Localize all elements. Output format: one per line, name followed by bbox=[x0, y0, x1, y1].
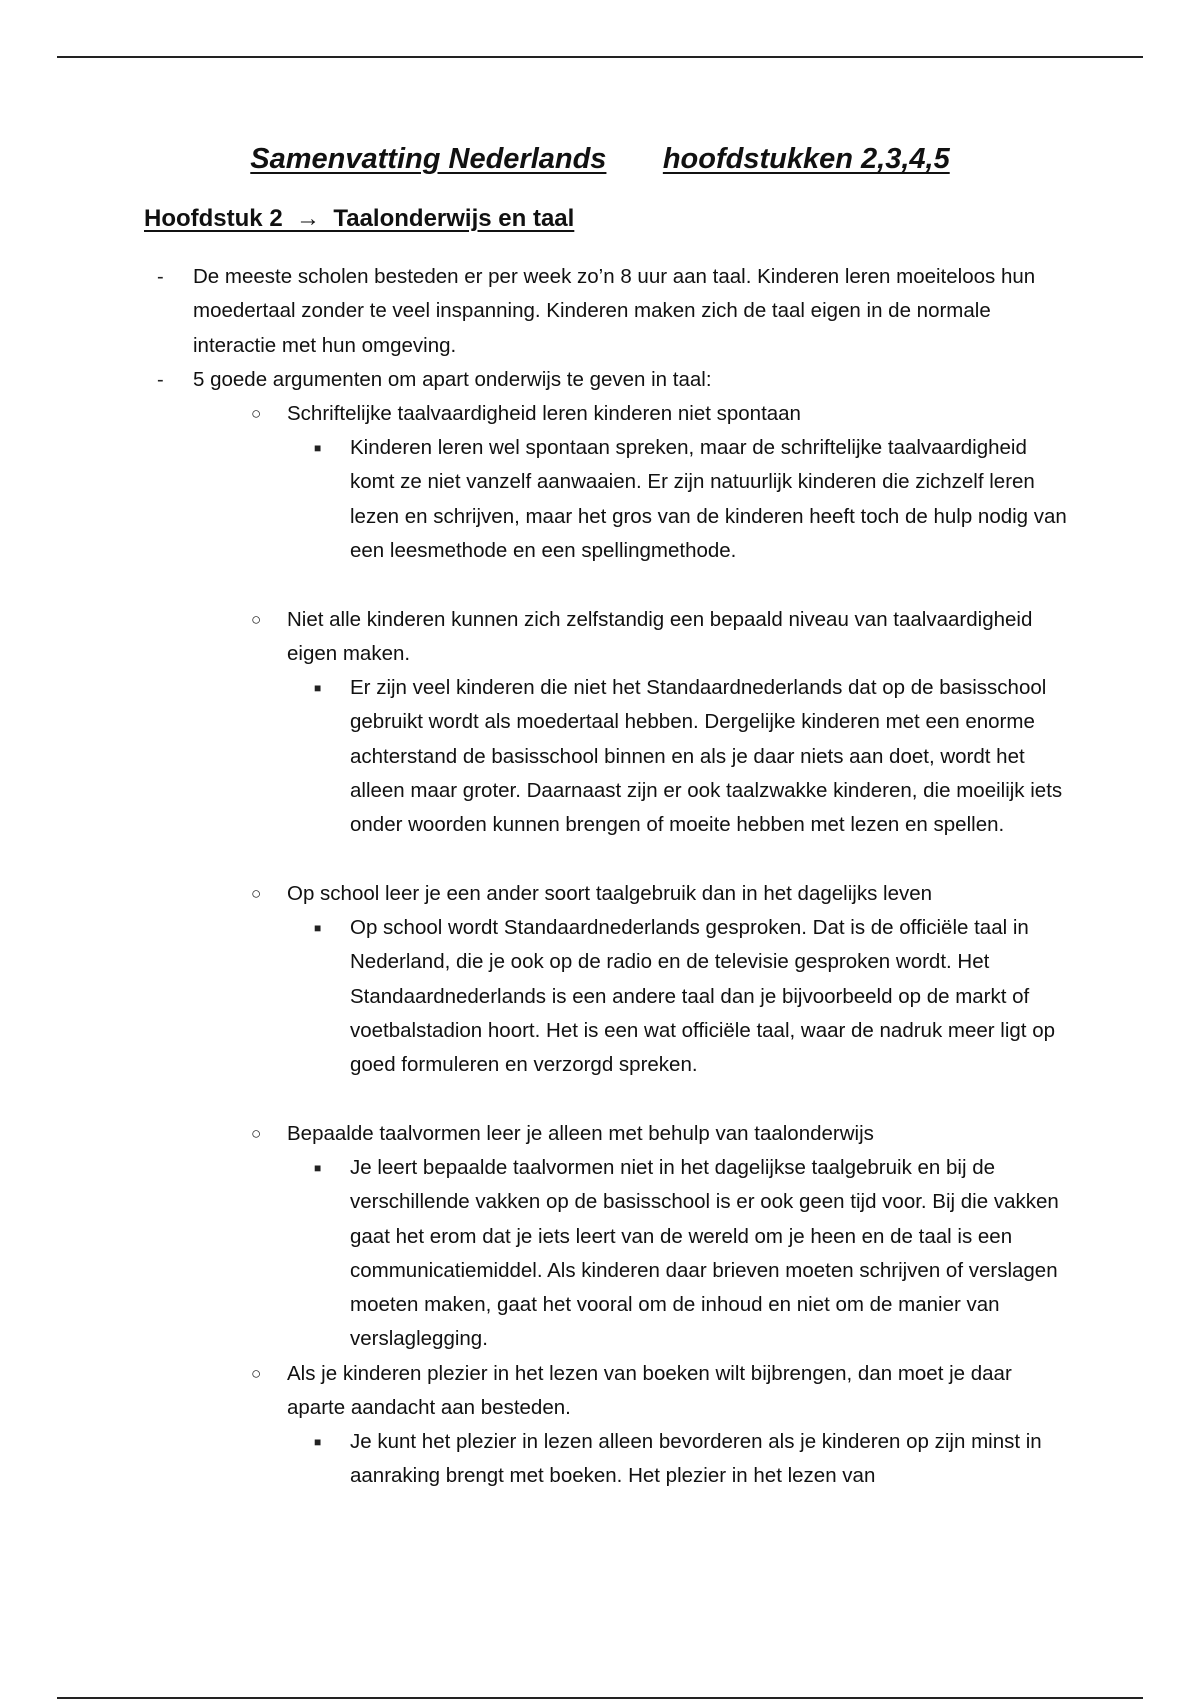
circle-bullet-icon: ○ bbox=[251, 884, 262, 903]
list-item bbox=[314, 431, 1073, 568]
title-part-1: Samenvatting Nederlands bbox=[250, 143, 607, 175]
square-bullet-icon: ■ bbox=[314, 441, 322, 455]
circle-bullet-icon: ○ bbox=[251, 1124, 262, 1143]
chapter-heading: Hoofdstuk 2 → Taalonderwijs en taal bbox=[144, 205, 575, 232]
list-item-text: Kinderen leren wel spontaan spreken, maar de schriftelijke taalvaardigheid komt ze niet vanzelf aanwaaien. Er zijn natuurlijk kinderen die zichzelf leren lezen en schrijven, maar het gros van de kinderen heeft toch de hulp nodig van een leesmethode en een spellingmethode. bbox=[350, 436, 1067, 562]
list-item bbox=[251, 1117, 1073, 1151]
list-item-text: Bepaalde taalvormen leer je alleen met behulp van taalonderwijs bbox=[287, 1122, 874, 1145]
circle-bullet-icon: ○ bbox=[251, 1364, 262, 1383]
list-item-text: 5 goede argumenten om apart onderwijs te geven in taal: bbox=[193, 368, 712, 391]
square-bullet-icon: ■ bbox=[314, 921, 322, 935]
list-item-text: Je leert bepaalde taalvormen niet in het dagelijkse taalgebruik en bij de verschillende vakken op de basisschool is er ook geen tijd voor. Bij die vakken gaat het erom dat je iets leert van de wereld om je heen en de taal is een communicatiemiddel. Als kinderen daar brieven moeten schrijven of verslagen moeten maken, gaat het vooral om de inhoud en niet om de manier van verslaglegging. bbox=[350, 1156, 1059, 1351]
list-item bbox=[157, 260, 1073, 363]
square-bullet-icon: ■ bbox=[314, 681, 322, 695]
dash-bullet-icon: - bbox=[157, 369, 164, 391]
list-item bbox=[251, 1357, 1073, 1426]
circle-bullet-icon: ○ bbox=[251, 610, 262, 629]
list-item-text: Als je kinderen plezier in het lezen van boeken wilt bijbrengen, dan moet je daar aparte aandacht aan besteden. bbox=[287, 1362, 1012, 1420]
title-part-2: hoofdstukken 2,3,4,5 bbox=[662, 143, 950, 175]
list-item bbox=[314, 1425, 1073, 1494]
list-item bbox=[251, 397, 1073, 431]
list-item-text: Er zijn veel kinderen die niet het Standaardnederlands dat op de basisschool gebruikt wordt als moedertaal hebben. Dergelijke kinderen met een enorme achterstand de basisschool binnen en als je daar niets aan doet, wordt het alleen maar groter. Daarnaast zijn er ook taalzwakke kinderen, die moeilijk iets onder woorden kunnen brengen of moeite hebben met lezen en spellen. bbox=[350, 676, 1063, 837]
dash-bullet-icon: - bbox=[157, 266, 164, 288]
list-item-text: Je kunt het plezier in lezen alleen bevorderen als je kinderen op zijn minst in aanraking brengt met boeken. Het plezier in het lezen van bbox=[350, 1430, 1042, 1488]
square-bullet-icon: ■ bbox=[314, 1161, 322, 1175]
page-top-rule bbox=[57, 56, 1143, 58]
list-item-text: De meeste scholen besteden er per week zo’n 8 uur aan taal. Kinderen leren moeiteloos hun moedertaal zonder te veel inspanning. Kinderen maken zich de taal eigen in de normale interactie met hun omgeving. bbox=[193, 265, 1036, 357]
list-item bbox=[251, 603, 1073, 672]
circle-bullet-icon: ○ bbox=[251, 404, 262, 423]
list-item-text: Op school leer je een ander soort taalgebruik dan in het dagelijks leven bbox=[287, 882, 933, 905]
page-bottom-rule bbox=[57, 1697, 1143, 1699]
list-item bbox=[251, 877, 1073, 911]
document-title bbox=[0, 143, 1200, 176]
list-item-text: Schriftelijke taalvaardigheid leren kinderen niet spontaan bbox=[287, 402, 801, 425]
list-item-text: Op school wordt Standaardnederlands gesproken. Dat is de officiële taal in Nederland, die je ook op de radio en de televisie gesproken wordt. Het Standaardnederlands is een andere taal dan je bijvoorbeeld op de markt of voetbalstadion hoort. Het is een wat officiële taal, waar de nadruk meer ligt op goed formuleren en verzorgd spreken. bbox=[350, 916, 1055, 1077]
list-item-text: Niet alle kinderen kunnen zich zelfstandig een bepaald niveau van taalvaardigheid eigen maken. bbox=[287, 608, 1033, 666]
list-item bbox=[314, 671, 1073, 842]
list-item bbox=[157, 363, 1073, 397]
list-item bbox=[314, 911, 1073, 1082]
list-item bbox=[314, 1151, 1073, 1357]
square-bullet-icon: ■ bbox=[314, 1435, 322, 1449]
